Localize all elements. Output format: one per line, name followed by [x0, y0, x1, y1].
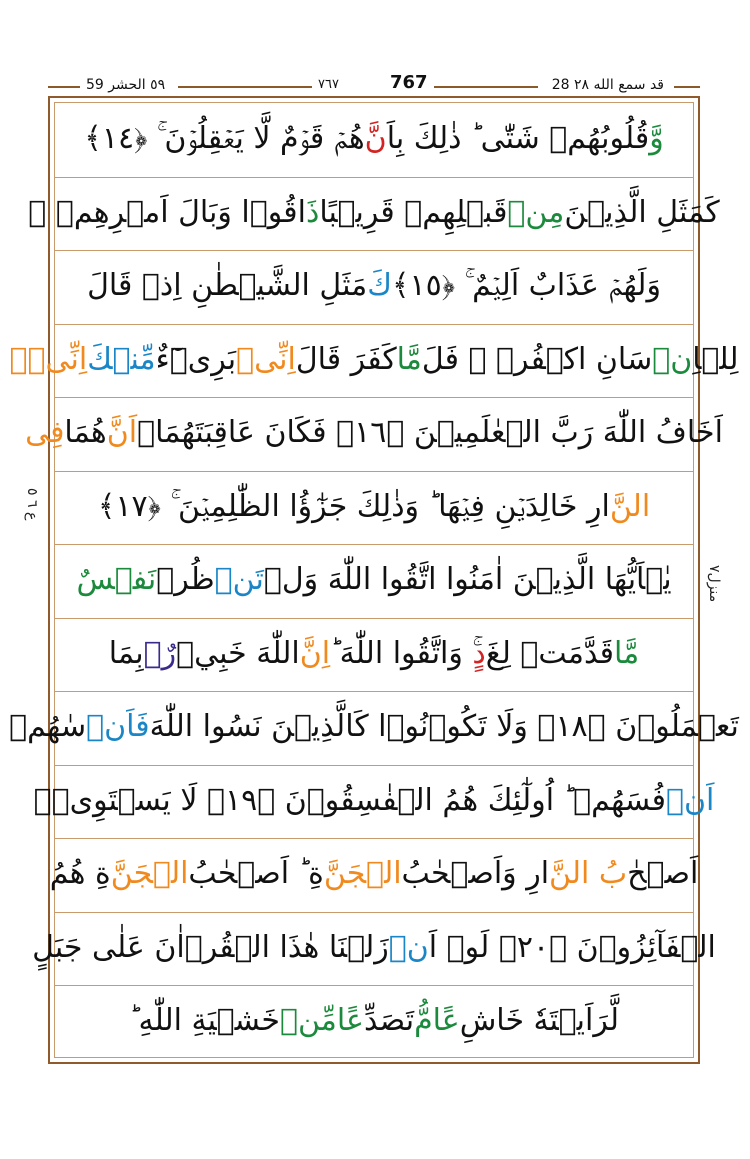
header-rule-right — [674, 86, 700, 88]
verse-text: لَّرَاَيۡتَهٗ خَاشِ — [459, 1003, 620, 1038]
verse-line — [49, 838, 699, 910]
ruku-mark: ع ٦ ٥ — [24, 488, 40, 521]
tajweed-segment: نۡ — [388, 929, 429, 965]
verse-line — [32, 912, 716, 984]
verse-line — [33, 765, 715, 837]
verse-text: يٰۤاَيُّهَا الَّذِيۡنَ اٰمَنُوا اتَّقُوا اللّٰهَ وَلۡ — [263, 562, 672, 597]
tajweed-segment: نَّ — [364, 121, 387, 156]
verse-text: ارِ خَالِدَيۡنِ فِيۡهَا ؕ وَذٰلِكَ جَزٰٓؤُا الظّٰلِمِيۡنَ ۚ ﴿١٧﴾ — [97, 488, 610, 524]
verse-text: خَشۡيَةِ اللّٰهِ ؕ — [128, 1003, 280, 1038]
verse-text: ظُرۡ — [156, 562, 215, 597]
header-rule-mid-left — [178, 86, 312, 88]
verse-line — [55, 250, 693, 322]
verse-text: قَبۡلِهِمۡ قَرِيۡبًا — [319, 194, 508, 230]
verse-text: ةِ ؕ اَصۡحٰبُ — [188, 856, 324, 891]
manzil-mark: منزل٧ — [706, 565, 722, 603]
verse-text: سٰهُمۡ — [9, 709, 87, 744]
verse-text: ۚ وَاتَّقُوا اللّٰهَ ؕ — [330, 635, 473, 671]
verse-text: قُلُوبُهُمۡ شَتّٰى ؕ ذٰلِكَ بِاَ — [386, 121, 650, 156]
verse-text: ةِ هُمُ — [49, 856, 111, 891]
verse-line — [28, 177, 720, 249]
juz-name: 28 قد سمع الله ٢٨ — [551, 77, 664, 93]
verse-text: وَلَهُمۡ عَذَابٌ اَلِيۡمٌ ۚ ﴿١٥﴾ — [391, 268, 661, 303]
verse-text: اَخَافُ اللّٰهَ رَبَّ الۡعٰلَمِيۡنَ ﴿١٦﴾ فَكَانَ عَاقِبَتَهُمَاۤ — [137, 415, 723, 450]
verse-text: بَرِىۡٓءٌ — [155, 341, 237, 377]
verse-text: تَعۡمَلُوۡنَ ﴿١٨﴾ وَلَا تَكُوۡنُوۡا كَالَّذِيۡنَ نَسُوا اللّٰهَ — [149, 709, 739, 744]
tajweed-segment: كَ — [367, 268, 392, 303]
verse-line — [25, 397, 723, 469]
tajweed-segment: عًا — [336, 1003, 364, 1038]
verse-text: اَصۡحٰ — [627, 856, 699, 891]
verse-text: اقُوۡا وَبَالَ اَمۡرِهِمۡ ۚ — [28, 194, 306, 230]
tajweed-segment: تَنۡ — [214, 562, 264, 597]
tajweed-segment: اِنِّىۡ — [236, 341, 296, 377]
tajweed-segment: مِّنۡكَ — [87, 341, 156, 377]
verse-text: كَمَثَلِ الَّذِيۡنَ — [564, 194, 720, 230]
verse-text: اللّٰهَ خَبِيۡ — [176, 635, 300, 671]
verse-line — [9, 691, 739, 763]
tajweed-segment: مُّ — [414, 1003, 433, 1038]
verse-text: قَدَّمَتۡ لِغَ — [485, 635, 615, 671]
tajweed-segment: الۡجَنَّ — [110, 856, 189, 891]
tajweed-segment: اِنِّىۡۤ — [9, 341, 88, 377]
tajweed-segment: دٍ — [472, 635, 486, 671]
tajweed-segment: بُ النَّ — [549, 856, 628, 891]
tajweed-segment: عًا — [432, 1003, 460, 1038]
tajweed-segment: اَنَّ — [106, 415, 138, 450]
verse-text: تَصَدِّ — [363, 1003, 415, 1038]
page-number-arabic: ٧٦٧ — [318, 77, 339, 92]
verse-text: الۡفَآئِزُوۡنَ ﴿٢٠﴾ لَوۡ اَ — [428, 929, 716, 965]
tajweed-segment: النَّ — [609, 488, 651, 524]
tajweed-segment: رٌۢ — [143, 635, 177, 671]
tajweed-segment: مَّا — [396, 341, 422, 377]
tajweed-segment: مِنۡ — [507, 194, 565, 230]
verse-text: هُمَا — [64, 415, 107, 450]
verse-text: مَثَلِ الشَّيۡطٰنِ اِذۡ قَالَ — [87, 268, 368, 303]
verse-text: هُمۡ قَوۡمٌ لَّا يَعۡقِلُوۡنَ ۚ ﴿١٤﴾ — [84, 121, 365, 156]
tajweed-segment: ذَ — [305, 194, 320, 230]
tajweed-segment: مِّنۡ — [279, 1003, 337, 1038]
verse-line — [55, 985, 693, 1057]
tajweed-segment: فَاَنۡ — [86, 709, 150, 744]
verse-text: بِمَا — [108, 635, 144, 671]
verse-text: ارِ وَاَصۡحٰبُ — [401, 856, 550, 891]
verse-text: فُسَهُمۡ ؕ اُولٰٓئِكَ هُمُ الۡفٰسِقُوۡنَ ﴿١٩﴾ لَا يَسۡتَوِىۡۤ — [33, 782, 666, 818]
tajweed-segment: اِنَّ — [299, 635, 331, 671]
verse-line — [9, 324, 739, 396]
tajweed-segment: نۡ — [652, 341, 693, 377]
verse-text: كَفَرَ قَالَ — [295, 341, 397, 377]
tajweed-segment: وَّ — [649, 121, 664, 156]
header-rule-mid-right — [434, 86, 538, 88]
tajweed-segment: اَنۡ — [666, 782, 715, 818]
verse-text: زَلۡنَا هٰذَا الۡقُرۡاٰنَ عَلٰى جَبَلٍ — [32, 929, 389, 965]
tajweed-segment: نَفۡسٌ — [76, 562, 157, 597]
page-header — [48, 72, 700, 98]
verse-text: سَانِ اكۡفُرۡ ۚ فَلَ — [421, 341, 653, 377]
tajweed-segment: الۡجَنَّ — [323, 856, 402, 891]
verse-line — [55, 103, 693, 175]
verse-line — [55, 618, 693, 690]
header-rule-left — [48, 86, 80, 88]
tajweed-segment: مَّا — [614, 635, 640, 671]
surah-name: ٥٩ الحشر 59 — [86, 77, 166, 93]
verse-line — [55, 544, 693, 616]
tajweed-segment: فِى — [25, 415, 65, 450]
verse-line — [55, 471, 693, 543]
page-number: 767 — [390, 72, 428, 93]
verse-text: لِلۡاِ — [692, 341, 739, 377]
